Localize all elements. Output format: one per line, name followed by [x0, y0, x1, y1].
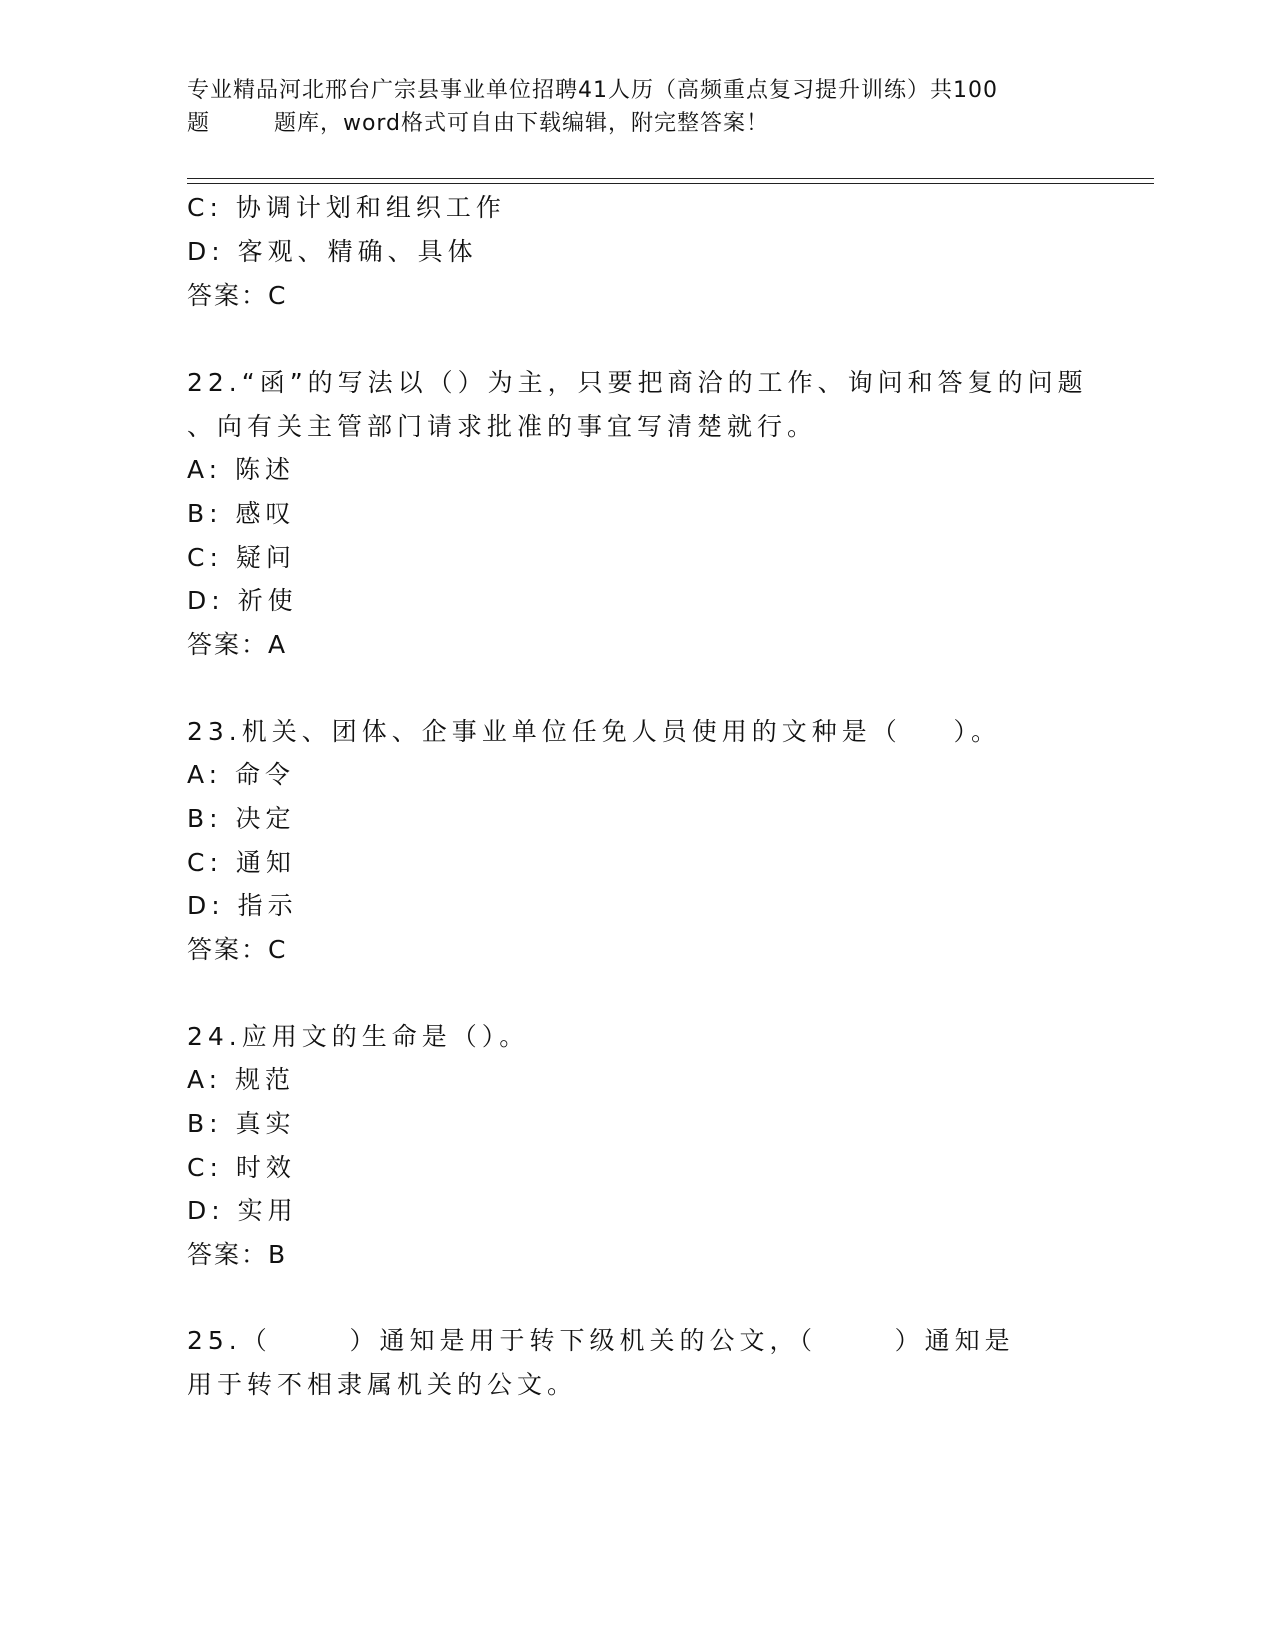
header-title-line1: 专业精品河北邢台广宗县事业单位招聘41人历（高频重点复习提升训练）共100: [187, 78, 998, 103]
page-header: [187, 74, 1087, 140]
option-c: C: 通知: [187, 848, 296, 877]
answer: 答案：A: [187, 630, 288, 659]
header-title-line2: 题 题库，word格式可自由下载编辑，附完整答案！: [187, 111, 770, 136]
header-rule-top: [187, 178, 1154, 179]
option-a: A: 陈述: [187, 455, 296, 484]
option-a: A: 规范: [187, 1065, 296, 1094]
question-stem: 24.应用文的生命是（）。: [187, 1022, 530, 1051]
header-rule-bottom: [187, 183, 1154, 184]
answer: 答案：B: [187, 1240, 288, 1269]
option-c: C: 时效: [187, 1153, 296, 1182]
question-stem-cont: 用于转不相隶属机关的公文。: [187, 1370, 578, 1399]
question-stem-cont: 、向有关主管部门请求批准的事宜写清楚就行。: [187, 412, 818, 441]
option-d: D: 指示: [187, 891, 298, 920]
option-b: B: 感叹: [187, 499, 296, 528]
option-b: B: 真实: [187, 1109, 296, 1138]
option-a: A: 命令: [187, 760, 296, 789]
answer: 答案：C: [187, 935, 288, 964]
question-stem: 22.“函”的写法以（）为主，只要把商洽的工作、询问和答复的问题: [187, 368, 1088, 397]
option-d: D: 客观、精确、具体: [187, 237, 478, 266]
question-stem: 23.机关、团体、企事业单位任免人员使用的文种是（ ）。: [187, 717, 1002, 746]
option-c: C: 协调计划和组织工作: [187, 193, 506, 222]
option-d: D: 实用: [187, 1196, 298, 1225]
answer: 答案：C: [187, 281, 288, 310]
option-c: C: 疑问: [187, 543, 296, 572]
option-d: D: 祈使: [187, 586, 298, 615]
question-stem: 25.（ ）通知是用于转下级机关的公文，（ ）通知是: [187, 1326, 1015, 1355]
option-b: B: 决定: [187, 804, 296, 833]
